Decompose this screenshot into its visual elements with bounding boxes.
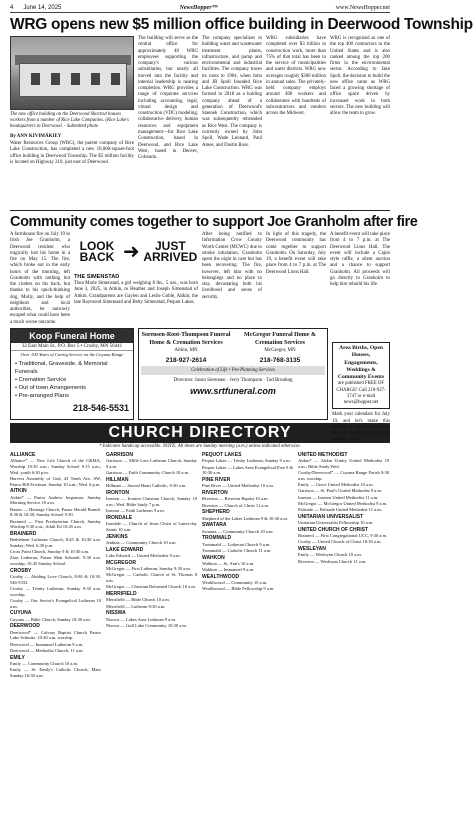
directory-town-heading: AITKIN	[10, 488, 27, 495]
directory-column-2	[106, 451, 197, 826]
koop-service: • Traditional, Graveside, & Memorial Funerals	[15, 361, 108, 376]
free-announcements-box	[332, 342, 390, 409]
sorensen-city: Aitkin, MN	[174, 347, 198, 353]
story2-column-3: After being notified to Information Crow County Worth Center (MCWC) due to smoke inhalation, Granholm spent the night in care but has been recovering. The fire, however, left him with no belongings and no place to stay, devastating both his livelihood and sense of security.	[202, 232, 262, 300]
issue-date: June 14, 2025	[23, 5, 62, 11]
sorensen-phone: 218-927-2614	[165, 357, 207, 365]
church-listing: Riverton — Riverton Baptist 10 a.m.	[202, 496, 269, 502]
church-directory	[10, 451, 390, 826]
church-listing: Baxter — Heritage Church, Pastor Herald Brandt. 8:30 & 10:30; Sunday School 9:30.	[10, 506, 101, 518]
mcgregor-city: McGregor, MN	[264, 347, 296, 353]
birth-announcement-text: Thea Marie Simenstad, a girl weighing 8 lbs., 5 ozs., was born June 3, 2025, in Aitkin, to Heather and Joseph Simenstad of Aitkin. Grandparents are Gaylen and Leslie Goble, Aitkin; the late Raymond Simenstad and Betty Simenstad, Pequot Lakes.	[74, 281, 198, 305]
just-arrived-label: JUST ARRIVED	[143, 238, 198, 264]
directory-town-heading: CUYUNA	[10, 610, 32, 617]
directory-town-heading: TROMMALD	[202, 535, 232, 542]
newspaper-page	[10, 4, 473, 788]
site-url[interactable]: www.NewsHopper.net	[335, 5, 390, 11]
church-listing: Merrifield — Lutheran 9:30 a.m.	[106, 603, 166, 609]
story2-column-5: A benefit event will take place from 4 to 7 p.m. at The Deerwood Lions Hall. The event will include a Cajun style raffle, a silent auction and a chance to support Granholm. All proceeds will go directly to Granholm to help him rebuild his life.	[330, 232, 390, 288]
directory-town-heading: SHEPHERD	[202, 509, 230, 516]
koop-phone: 218-546-5531	[72, 402, 129, 413]
church-listing: Crosby — United Church of Christ 10:30 a.m.	[298, 539, 382, 545]
church-listing: Riverton — Wesleyan Church 11 a.m.	[298, 558, 367, 564]
story2-closing: Mark your calendars for July 19, and let's make this benefit a success—because no one should have to face hardship alone.	[332, 412, 390, 443]
church-listing: Riverton — Church of Christ 11 a.m.	[202, 502, 270, 508]
free-announcements-text: are published FREE OF CHARGE! Call 218-927-3747 or e-mail news@hopper.net	[336, 381, 386, 406]
directory-town-heading: HILLMAN	[106, 476, 129, 483]
divider	[10, 210, 390, 211]
church-listing: Crosby — Abiding Love Church, 8:00 & 10:30. 546-5333.	[10, 574, 101, 585]
funeral-website[interactable]: www.srtfuneral.com	[190, 386, 276, 397]
church-listing: McGregor — Catholic Church of St. Thomas 8 a.m.	[106, 572, 197, 584]
story1-column-2: The building will serve as the central office for approximately 40 WRG employees supporting the company's various subsidiaries, but nearly all moved into the facility and internal leadership is nearing completion. WRG provides a range of corporate services including accounting, legal, virtual design and construction (VDC) modeling, collaborative delivery, human resources and equipment management—for Rice Lake Construction, based in Deerwood, and Rice Lake West, based in Denver, Colorado.	[138, 36, 198, 161]
church-listing: Pequot Lakes — Lakes Area Evangelical Free 9 & 10:30 a.m.	[202, 464, 293, 476]
church-listing: Garrison — St. Paul's United Methodist 9 a.m.	[298, 488, 383, 494]
church-listing: Jenkins — Community Church 10 a.m.	[106, 540, 177, 546]
koop-service: • Pre-arranged Plans	[15, 393, 69, 400]
story2-column-1: A farmhouse fire on July 19 in Irish Joe Granholm, a Deerwood resident who tragically lost his home in a fire on May 15. The fire, which broke out in the early hours of the morning, left Granholm with nothing but the clothes on his back, but thanks to his quick-thinking dog, Molly, and the help of neighbors and local authorities, he narrowly escaped what could have been a much worse outcome.	[10, 232, 70, 325]
sorensen-name: Sorensen-Root-Thompson Funeral Home & Cremation Services	[141, 332, 231, 346]
directory-town-heading: IRONTON	[106, 490, 129, 496]
free-announcements-title: Area Births, Open Houses, Engagements, Weddings & Community Events	[337, 345, 385, 381]
church-listing: Ironton — Ironton United Methodist 11 a.m.	[298, 494, 379, 500]
story2	[10, 232, 390, 326]
story2-headline: Community comes together to support Joe Granholm after fire	[10, 214, 418, 230]
story1	[10, 36, 390, 210]
church-listing: Bethlehem Lutheran Church, 8:45 & 10:30 a.m. Sunday; Wed. 6:30 p.m.	[10, 537, 101, 548]
directory-town-heading: GARRISON	[106, 452, 133, 458]
directory-town-heading: SWATARA	[202, 522, 227, 529]
mcgregor-phone: 218-768-3135	[259, 357, 301, 365]
office-building-photo	[10, 36, 134, 110]
story1-column-1: Water Resources Group (WRG), the parent company of Rice Lake Construction, has completed a new 18,000-square-foot office building in Deerwood Township. The $5 million facility is located on Highway 210, just east of Deerwood.	[10, 141, 134, 165]
church-listing: Emily — Wesleyan Church 10 a.m.	[298, 552, 362, 558]
birth-announcement	[74, 274, 198, 326]
directory-column-3	[202, 451, 293, 826]
church-listing: Lake Edward — United Methodist 9 a.m.	[106, 553, 181, 559]
story2-column-4: In light of this tragedy, the Deerwood community has come together to support Granholm. On Saturday, July 19, a benefit event will take place from 4 to 7 p.m. at The Deerwood Lions Hall.	[266, 232, 326, 275]
church-directory-banner: CHURCH DIRECTORY	[10, 423, 390, 443]
directory-town-heading: WAHKON	[202, 554, 225, 561]
church-listing: Trommald — Lutheran Church 9 a.m.	[202, 541, 271, 547]
church-listing: Aitkin* — Pastor Andrew Jergenson. Sunday Morning Service 10 a.m.	[10, 494, 101, 506]
directory-town-heading: EMILY	[10, 654, 25, 661]
look-back-label: LOOK BACK	[79, 238, 115, 264]
church-listing: McGregor — First Lutheran, Sunday 9:30 a.m.	[106, 566, 191, 572]
directory-town-heading: BRAINERD	[10, 530, 37, 537]
church-listing: Ironton — Faith Lutheran 9 a.m.	[106, 508, 165, 514]
directory-note: * Indicates handicap accessible. NOTE: All times are Sunday morning (a.m.) unless indicated otherwise.	[99, 444, 301, 449]
church-listing: Hillman — Sacred Heart Catholic, 9:30 a.m.	[106, 483, 187, 489]
mcgregor-listing	[235, 332, 325, 354]
church-listing: Zion Lutheran, Pastor Matt Schmidt. 9:30 a.m. worship; 10:45 Sunday School.	[10, 555, 101, 567]
church-listing: Garrison — Mille Lacs Lutheran Church, Sunday 9 a.m.	[106, 458, 197, 470]
directory-town-heading: WEALTHWOOD	[202, 573, 240, 580]
church-listing: Ironton — Ironton Christian Church, Sunday 10 a.m.; Wed. Bible Study 7 p.m.	[106, 496, 197, 508]
church-listing: Wealthwood — Bible Fellowship 9 a.m.	[202, 586, 275, 592]
directory-town-heading: PEQUOT LAKES	[202, 452, 242, 458]
church-listing: Emily — Community Church 10 a.m.	[10, 660, 79, 666]
church-listing: Nisswa — Lakes Area Lutheran 9 a.m.	[106, 616, 176, 622]
directory-town-heading: IRONDALE	[106, 514, 133, 521]
birth-announcement-title: THE SIMENSTAD	[74, 274, 120, 280]
directory-town-heading: ALLIANCE	[10, 452, 36, 458]
publication-name: NewsHopper™	[179, 5, 218, 11]
directory-town-heading: MERRIFIELD	[106, 590, 137, 597]
church-listing: Deerwood — Immanuel Lutheran 9 a.m.	[10, 641, 84, 647]
koop-service: • Out of town Arrangements	[15, 385, 86, 392]
church-listing: Brainerd — First Presbyterian Church, Sunday Worship 9:30 a.m.; Adult Ed 10:45 a.m.	[10, 518, 101, 530]
church-listing: Harvest Assembly of God, 43 Tenth Ave. SW, Pastor Bill Erickson. Sunday 10 a.m.; Wed. 6 p.m.	[10, 475, 101, 487]
church-listing: Wahkon — St. Ann's 10 a.m.	[202, 560, 255, 566]
directory-town-heading: JENKINS	[106, 533, 128, 540]
church-listing: Irondale — Church of Jesus Christ of Latter-day Saints 10 a.m.	[106, 521, 197, 532]
koop-address: 32 East Main St., P.O. Box 5 • Crosby, MN 56441	[11, 343, 133, 351]
directory-town-heading: MCGREGOR	[106, 559, 136, 566]
directory-town-heading: CROSBY	[10, 567, 32, 574]
story1-column-3: The company specializes in building water and wastewater treatment plants, infrastructure, and pump and environmental and industrial facilities. The company traces its roots to 1984, when John and JR Spoll founded Rice Lake Construction. WRG was formed in 2018 as a holding company ahead of a generation of Deerwood's Staenek Construction, which was subsequently rebranded as Rice West. The company is currently owned by John Spoll, Wade Leonard, Paul Ames, and Dustin Ross.	[202, 36, 262, 148]
koop-title: Koop Funeral Home	[11, 329, 133, 343]
directory-town-heading: RIVERTON	[202, 490, 228, 496]
church-listing: Wealthwood — Community 10 a.m.	[202, 580, 268, 586]
sorensen-listing	[141, 332, 231, 354]
church-listing: Emily — St. Emily's Catholic Church, Mass Sunday 10:30 a.m.	[10, 667, 101, 678]
page-number: 4	[10, 5, 14, 11]
community-notice	[332, 328, 390, 443]
funeral-homes-ad	[138, 328, 328, 420]
directory-town-heading: NISSWA	[106, 610, 126, 617]
directory-town-heading: WESLEYAN	[298, 545, 326, 552]
church-listing: Cuyuna — Bible Church, Sunday 10:30 a.m.	[10, 616, 91, 622]
koop-service: • Cremation Service	[15, 377, 67, 384]
church-listing: Unitarian Universalist Fellowship 10 a.m.	[298, 520, 374, 526]
look-back-banner	[74, 232, 198, 272]
story1-headline: WRG opens new $5 million office building in Deerwood Township	[10, 16, 473, 33]
church-listing: Pequot Lakes — Trinity Lutheran, Sunday 9 a.m.	[202, 458, 291, 464]
directory-town-heading: PINE RIVER	[202, 476, 231, 483]
koop-funeral-home-ad	[10, 328, 134, 420]
church-listing: Trommald — Catholic Church 11 a.m.	[202, 547, 272, 553]
koop-services	[11, 358, 133, 403]
directory-town-heading: DEERWOOD	[10, 623, 40, 630]
directory-town-heading: LAKE EDWARD	[106, 546, 144, 553]
funeral-directors: Directors: Jason Sorensen · Jerry Thompson · Tad Brouhng	[173, 378, 293, 384]
church-listing: Emily — Grace United Methodist 10 a.m.	[298, 482, 374, 488]
directory-town-heading: UNITARIAN UNIVERSALIST	[298, 513, 364, 520]
church-listing: Cross Point Church, Sunday 9 & 10:30 a.m.	[10, 549, 90, 555]
mcgregor-name: McGregor Funeral Home & Cremation Services	[244, 332, 316, 346]
church-listing: Nisswa — Gull Lake Community 10:30 a.m.	[106, 622, 187, 628]
church-listing: Shepherd of the Lakes Lutheran 9 & 10:30 a.m.	[202, 515, 288, 521]
page-header	[10, 4, 390, 13]
directory-town-heading: UNITED METHODIST	[298, 452, 348, 458]
directory-column-4	[298, 451, 389, 826]
church-listing: Swatara — Community Church 10 a.m.	[202, 528, 274, 534]
church-listing: Crosby — Our Savior's Evangelical Lutheran 10 a.m.	[10, 597, 101, 609]
story1-byline: By ANN KIVIMÄKIEY	[10, 134, 62, 139]
arrow-icon: ➜	[122, 241, 140, 263]
church-listing: Merrifield — Bible Church 10 a.m.	[106, 597, 170, 603]
church-listing: Crosby/Deerwood* — Cuyuna Range Parish 9:30 a.m. worship.	[298, 470, 389, 481]
church-listing: Alliance* — New Life Church of the C&MA, Worship 10:30 a.m.; Sunday School 9:15 a.m.; Wed. youth 6:30 p.m.	[10, 458, 101, 475]
church-listing: Brainerd — First Congregational UCC, 9:30 a.m.	[298, 533, 388, 539]
church-listing: Aitkin* — Aitkin Trinity United Methodist 10 a.m.; Bible Study Wed.	[298, 458, 389, 470]
church-listing: Wahkon — Immanuel 9 a.m.	[202, 567, 255, 573]
church-listing: Pine River — United Methodist 10 a.m.	[202, 483, 274, 489]
church-listing: Crosby — Trinity Lutheran, Sunday 9:30 a.m. worship.	[10, 586, 101, 597]
church-listing: McGregor — Christian Reformed Church 10 a.m.	[106, 584, 196, 590]
directory-town-heading: UNITED CHURCH OF CHRIST	[298, 526, 368, 533]
koop-tagline: Over 100 Years of Caring Service on the Cuyuna Range	[20, 352, 124, 357]
story1-column-4: WRG subsidiaries have completed over $3 billion in construction work, more than 75% of that total has been in the service of municipalities and water districts. WRG now averages roughly $300 million in annual sales. The privately-held company employs around 400 workers and collaborates with hundreds of subcontractors and vendors across the Midwest.	[266, 36, 326, 117]
funeral-services-tagline: Celebration of Life • Pre-Planning Services	[141, 366, 325, 375]
church-listing: Deerwood — Methodist Church, 11 a.m.	[10, 647, 84, 653]
church-listing: Palisade — Palisade United Methodist 11 a.m.	[298, 506, 382, 512]
photo-caption: The new office building on the Deerwood Shortcut houses workers from a number of Rice Lake Companies. (Rice Lake's headquarters in Deerwood. - Submitted photo	[10, 112, 129, 130]
story1-column-5: WRG is recognized as one of the top 400 contractors in the United States and is also ranked among the top 200 firms in the environmental sector. According to Jake Spoll, the decision to build the new office came as WRG faced a growing shortage of office space driven by increased work in both sectors. The new building will allow the team to grow.	[330, 36, 390, 117]
church-listing: McGregor — McGregor United Methodist 9 a.m.	[298, 500, 388, 506]
church-listing: Deerwood* — Calvary Baptist Church Pastor Luke Schmitz. 10:30 a.m. worship.	[10, 629, 101, 641]
church-listing: Garrison — Faith Community Church 10 a.m.	[106, 470, 190, 476]
directory-column-1	[10, 451, 101, 826]
